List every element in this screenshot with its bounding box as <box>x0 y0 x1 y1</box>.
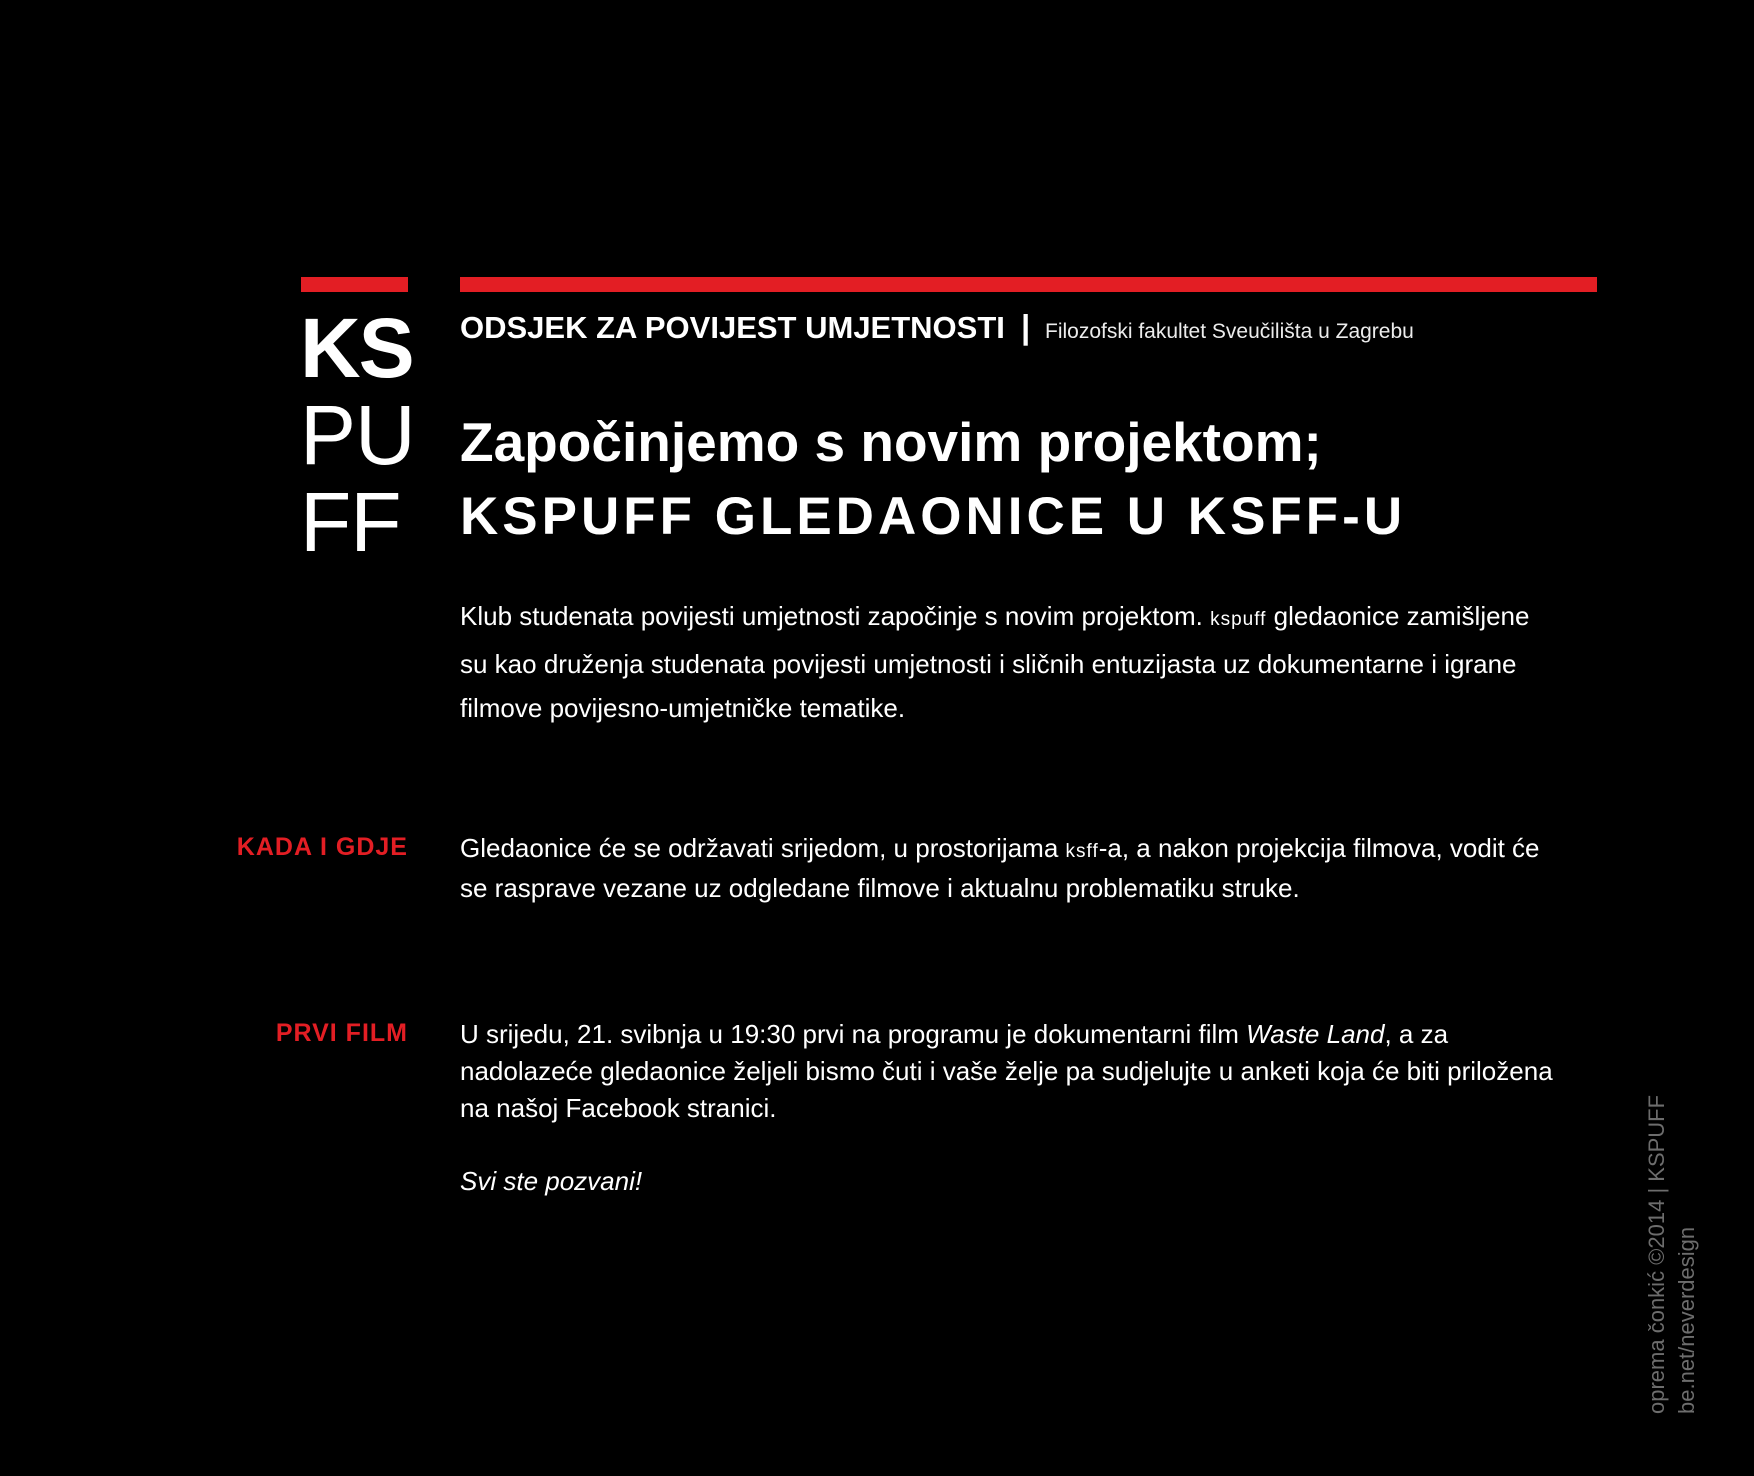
prvi-film-label: PRVI FILM <box>275 1019 408 1047</box>
department-name: ODSJEK ZA POVIJEST UMJETNOSTI <box>460 310 1005 345</box>
logo-line-pu: PU <box>300 388 415 482</box>
intro-text-1: Klub studenata povijesti umjetnosti započinje s novim projektom. <box>460 601 1211 631</box>
logo-top-bar <box>301 277 408 292</box>
prvi-film-paragraph <box>460 1016 1560 1127</box>
kada-ksff-smallcaps: ksff <box>1065 841 1099 862</box>
film-title-waste-land: Waste Land <box>1246 1019 1385 1049</box>
faculty-name: Filozofski fakultet Sveučilišta u Zagrebu <box>1045 320 1414 343</box>
kada-text-1: Gledaonice će se održavati srijedom, u prostorijama <box>460 833 1066 863</box>
film-text-1: U srijedu, 21. svibnja u 19:30 prvi na programu je dokumentarni film <box>460 1019 1247 1049</box>
title-line-2: KSPUFF GLEDAONICE U KSFF-U <box>460 487 1407 546</box>
credit-line-2: be.net/neverdesign <box>1674 1226 1699 1414</box>
film-text-2: , a za nadolazeće gledaonice željeli bismo čuti i vaše želje pa sudjelujte u anketi koja će biti priložena na našoj Facebook stranici. <box>460 1019 1553 1123</box>
intro-text-2: gledaonice zamišljene su kao druženja studenata povijesti umjetnosti i sličnih entuzijasta uz dokumentarne i igrane filmove povijesno-umjetničke tematike. <box>460 601 1530 723</box>
logo-line-ff: FF <box>300 475 401 569</box>
kada-i-gdje-label: KADA I GDJE <box>236 833 408 861</box>
invitation-text: Svi ste pozvani! <box>460 1166 643 1196</box>
header-top-bar <box>460 277 1597 292</box>
header-separator: | <box>1021 308 1031 345</box>
kada-i-gdje-paragraph <box>460 830 1560 907</box>
title-line-1: Započinjemo s novim projektom; <box>460 411 1322 473</box>
intro-paragraph <box>460 594 1560 730</box>
design-credit-text <box>1642 1095 1702 1414</box>
intro-kspuff-smallcaps: kspuff <box>1210 609 1267 630</box>
credit-line-1: oprema čonkić ©2014 | KSPUFF <box>1644 1094 1669 1414</box>
kada-text-2: -a, a nakon projekcija filmova, vodit će se rasprave vezane uz odgledane filmove i aktualnu problematiku struke. <box>460 833 1540 903</box>
design-credit <box>1642 1060 1699 1420</box>
logo-line-ks: KS <box>300 301 413 395</box>
